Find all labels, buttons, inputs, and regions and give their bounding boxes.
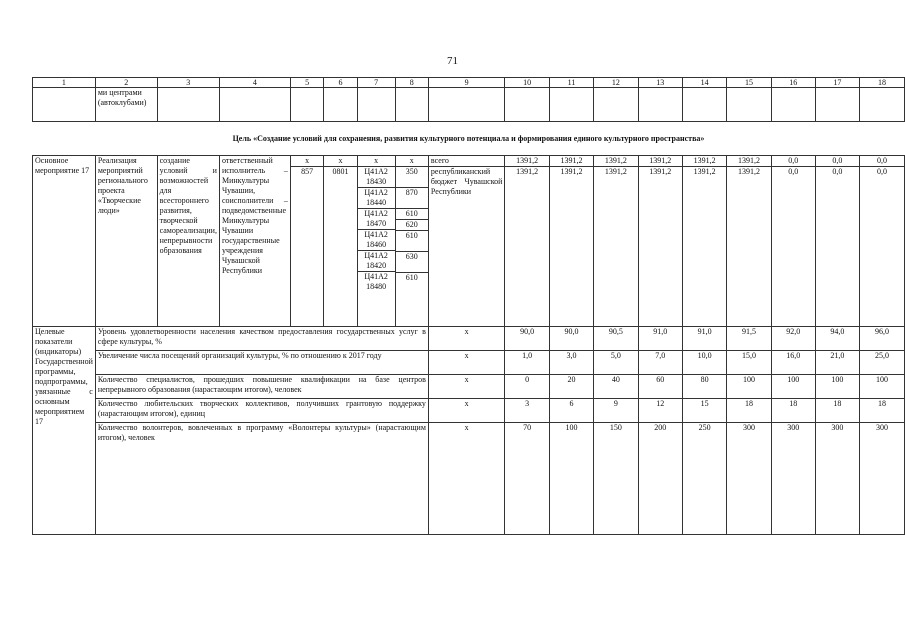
page-number: 71 xyxy=(447,55,458,67)
indicator-value: 18 xyxy=(815,399,859,423)
section-x: x xyxy=(324,156,358,167)
indicator-name: Уровень удовлетворенности населения качеством предоставления государственных услуг в сфере культуры, % xyxy=(95,327,428,351)
indicator-value: 0 xyxy=(505,375,549,399)
indicator-value: 200 xyxy=(638,423,682,535)
indicator-row xyxy=(33,399,905,423)
republic-value: 0,0 xyxy=(859,167,904,327)
republic-value: 1391,2 xyxy=(638,167,682,327)
column-number: 4 xyxy=(219,78,290,88)
republic-value: 1391,2 xyxy=(505,167,549,327)
indicator-value: 10,0 xyxy=(682,351,726,375)
total-value: 0,0 xyxy=(771,156,815,167)
event-name: Реализация мероприятий регионального проекта «Творческие люди» xyxy=(95,156,157,327)
indicator-value: 25,0 xyxy=(859,351,904,375)
column-number: 18 xyxy=(859,78,904,88)
indicator-value: 300 xyxy=(859,423,904,535)
indicator-x: x xyxy=(428,423,505,535)
column-number: 1 xyxy=(33,78,96,88)
grbs-code: 857 xyxy=(290,167,323,327)
indicator-value: 5,0 xyxy=(594,351,638,375)
column-number: 7 xyxy=(357,78,395,88)
indicator-value: 100 xyxy=(815,375,859,399)
indicator-value: 70 xyxy=(505,423,549,535)
indicator-value: 100 xyxy=(771,375,815,399)
column-number: 14 xyxy=(682,78,726,88)
total-value: 1391,2 xyxy=(682,156,726,167)
header-row xyxy=(33,78,905,88)
indicator-value: 15,0 xyxy=(727,351,771,375)
indicator-value: 90,0 xyxy=(549,327,593,351)
column-number: 5 xyxy=(290,78,323,88)
indicator-value: 15 xyxy=(682,399,726,423)
csr-codes xyxy=(357,167,395,327)
indicator-row xyxy=(33,375,905,399)
indicator-value: 60 xyxy=(638,375,682,399)
column-number: 10 xyxy=(505,78,549,88)
indicator-value: 150 xyxy=(594,423,638,535)
indicator-value: 40 xyxy=(594,375,638,399)
csr-code: Ц41А2 18420 xyxy=(358,251,395,272)
indicator-value: 250 xyxy=(682,423,726,535)
indicator-value: 3 xyxy=(505,399,549,423)
indicator-value: 80 xyxy=(682,375,726,399)
column-number: 11 xyxy=(549,78,593,88)
vr-codes xyxy=(395,167,428,327)
indicator-value: 90,5 xyxy=(594,327,638,351)
csr-x: x xyxy=(357,156,395,167)
indicator-row xyxy=(33,423,905,535)
event-executor: ответственный исполнитель – Минкультуры Чувашии, соисполнители – подведомственные Минкультуры Чувашии государственные учреждения Чувашской Республики xyxy=(219,156,290,327)
indicator-value: 91,0 xyxy=(638,327,682,351)
column-number: 8 xyxy=(395,78,428,88)
republic-value: 0,0 xyxy=(815,167,859,327)
column-number: 6 xyxy=(324,78,358,88)
indicator-value: 18 xyxy=(727,399,771,423)
republic-value: 1391,2 xyxy=(682,167,726,327)
total-value: 1391,2 xyxy=(505,156,549,167)
goal-row xyxy=(33,122,905,156)
indicator-value: 16,0 xyxy=(771,351,815,375)
column-number: 17 xyxy=(815,78,859,88)
indicator-value: 1,0 xyxy=(505,351,549,375)
csr-code: Ц41А2 18480 xyxy=(364,272,388,291)
indicator-value: 300 xyxy=(727,423,771,535)
program-table xyxy=(32,77,905,535)
republic-value: 1391,2 xyxy=(727,167,771,327)
event-total-row xyxy=(33,156,905,167)
vr-code: 610 xyxy=(396,209,428,220)
indicator-name: Увеличение числа посещений организаций культуры, % по отношению к 2017 году xyxy=(95,351,428,375)
republic-value: 1391,2 xyxy=(594,167,638,327)
vr-code: 610 xyxy=(405,273,418,282)
source-total: всего xyxy=(428,156,505,167)
column-number: 16 xyxy=(771,78,815,88)
indicator-value: 100 xyxy=(859,375,904,399)
vr-code: 350 xyxy=(396,167,428,188)
indicator-value: 7,0 xyxy=(638,351,682,375)
indicator-value: 300 xyxy=(815,423,859,535)
indicator-name: Количество любительских творческих коллективов, получивших грантовую поддержку (нарастающим итогом), единиц xyxy=(95,399,428,423)
total-value: 1391,2 xyxy=(594,156,638,167)
total-value: 0,0 xyxy=(859,156,904,167)
indicator-value: 300 xyxy=(771,423,815,535)
indicator-value: 91,5 xyxy=(727,327,771,351)
column-number: 3 xyxy=(157,78,219,88)
indicator-name: Количество волонтеров, вовлеченных в программу «Волонтеры культуры» (нарастающим итогом), человек xyxy=(95,423,428,535)
indicator-row xyxy=(33,351,905,375)
indicator-value: 3,0 xyxy=(549,351,593,375)
source-republic: республиканский бюджет Чувашской Республики xyxy=(428,167,505,327)
vr-x: x xyxy=(395,156,428,167)
indicator-row xyxy=(33,327,905,351)
indicator-value: 18 xyxy=(771,399,815,423)
indicator-value: 91,0 xyxy=(682,327,726,351)
indicator-value: 96,0 xyxy=(859,327,904,351)
vr-code: 620 xyxy=(396,220,428,231)
column-number: 15 xyxy=(727,78,771,88)
column-number: 2 xyxy=(95,78,157,88)
csr-code: Ц41А2 18430 xyxy=(358,167,395,188)
republic-value: 0,0 xyxy=(771,167,815,327)
event-label: Основное мероприятие 17 xyxy=(33,156,96,327)
continuation-row xyxy=(33,88,905,122)
total-value: 1391,2 xyxy=(638,156,682,167)
indicator-value: 12 xyxy=(638,399,682,423)
csr-code: Ц41А2 18470 xyxy=(358,209,395,230)
goal-title: Цель «Создание условий для сохранения, развития культурного потенциала и формирования единого культурного пространства» xyxy=(33,122,905,156)
targets-label: Целевые показатели (индикаторы) Государственной программы, подпрограммы, увязанные с основным мероприятием 17 xyxy=(33,327,96,535)
indicator-value: 100 xyxy=(727,375,771,399)
continuation-text: ми центрами (автоклубами) xyxy=(95,88,157,122)
total-value: 0,0 xyxy=(815,156,859,167)
total-value: 1391,2 xyxy=(727,156,771,167)
vr-code: 630 xyxy=(396,252,428,273)
column-number: 12 xyxy=(594,78,638,88)
indicator-value: 100 xyxy=(549,423,593,535)
total-value: 1391,2 xyxy=(549,156,593,167)
republic-value: 1391,2 xyxy=(549,167,593,327)
indicator-value: 21,0 xyxy=(815,351,859,375)
indicator-value: 9 xyxy=(594,399,638,423)
column-number: 9 xyxy=(428,78,505,88)
csr-code: Ц41А2 18460 xyxy=(358,230,395,251)
indicator-name: Количество специалистов, прошедших повышение квалификации на базе центров непрерывного образования (нарастающим итогом), человек xyxy=(95,375,428,399)
indicator-value: 92,0 xyxy=(771,327,815,351)
event-purpose: создание условий и возможностей для всестороннего развития, творческой самореализации, непрерывности образования xyxy=(157,156,219,327)
section-code: 0801 xyxy=(324,167,358,327)
indicator-value: 6 xyxy=(549,399,593,423)
indicator-value: 18 xyxy=(859,399,904,423)
indicator-value: 20 xyxy=(549,375,593,399)
csr-code: Ц41А2 18440 xyxy=(358,188,395,209)
indicator-value: 94,0 xyxy=(815,327,859,351)
indicator-x: x xyxy=(428,375,505,399)
indicator-value: 90,0 xyxy=(505,327,549,351)
vr-code: 870 xyxy=(396,188,428,209)
indicator-x: x xyxy=(428,327,505,351)
grbs-x: x xyxy=(290,156,323,167)
vr-code: 610 xyxy=(396,231,428,252)
indicator-x: x xyxy=(428,399,505,423)
indicator-x: x xyxy=(428,351,505,375)
column-number: 13 xyxy=(638,78,682,88)
